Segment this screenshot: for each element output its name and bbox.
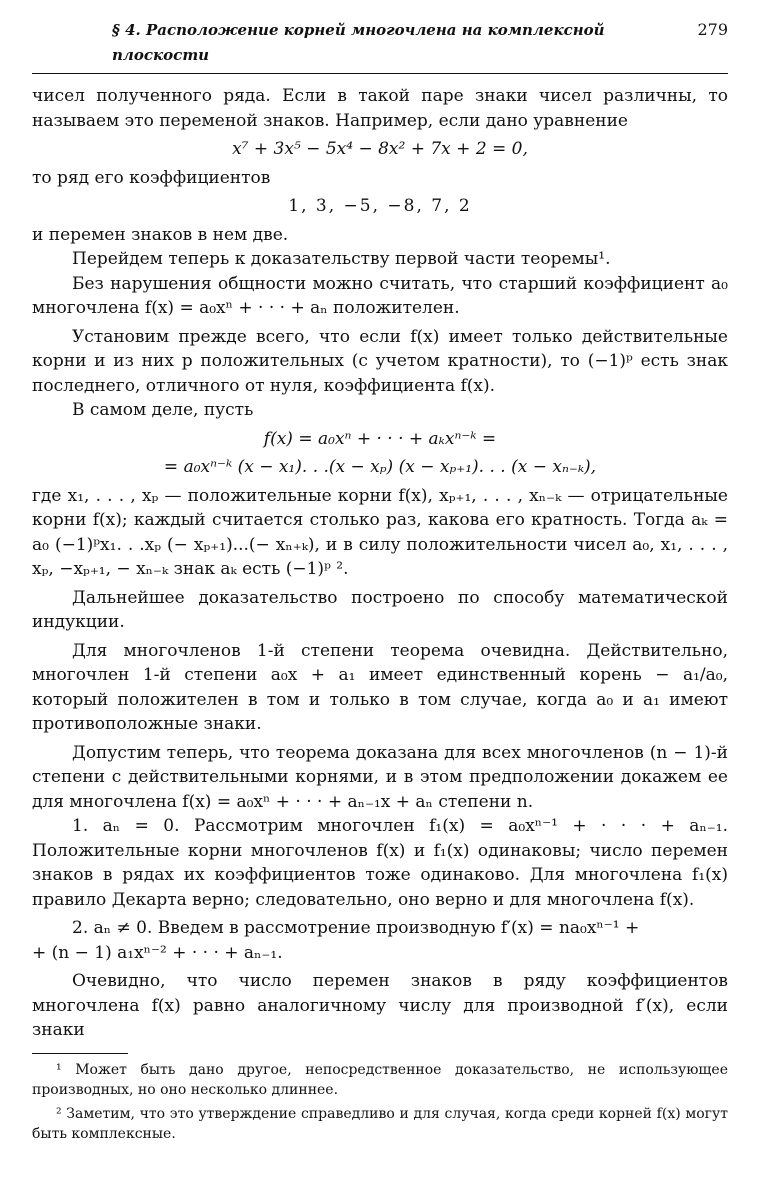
paragraph: где x₁, . . . , xₚ — положительные корни f(x), xₚ₊₁, . . . , xₙ₋ₖ — отрицательные корни f(x); каждый считается столько раз, какова его кратность. Тогда aₖ = a₀ (−1)ᵖx₁. . .xₚ (− xₚ₊₁)...(− xₙ₊ₖ), и в силу положительности чисел a₀, x₁, . . . , xₚ, −xₚ₊₁, − xₙ₋ₖ знак aₖ есть (−1)ᵖ ². xyxy=(32,485,728,579)
paragraph: Допустим теперь, что теорема доказана для всех многочленов (n − 1)-й степени с действительными корнями, и в этом предположении докажем ее для многочлена f(x) = a₀xⁿ + · · · + aₙ₋₁x + aₙ степени n. xyxy=(32,742,728,812)
equation: = a₀xⁿ⁻ᵏ (x − x₁). . .(x − xₚ) (x − xₚ₊₁). . . (x − xₙ₋ₖ), xyxy=(163,457,597,477)
coefficient-series: 1, 3, −5, −8, 7, 2 xyxy=(288,196,472,216)
paragraph: 1. aₙ = 0. Рассмотрим многочлен f₁(x) = a₀xⁿ⁻¹ + · · · + aₙ₋₁. Положительные корни многочленов f(x) и f₁(x) одинаковы; число перемен знаков в рядах их коэффициентов тоже одинаково. Для многочлена f₁(x) правило Декарта верно; следовательно, оно верно и для многочлена f(x). xyxy=(32,816,728,910)
paragraph: Установим прежде всего, что если f(x) имеет только действительные корни и из них p положительных (с учетом кратности), то (−1)ᵖ есть знак последнего, отличного от нуля, коэффициента f(x). xyxy=(32,326,728,396)
footnote-rule xyxy=(32,1053,128,1054)
paragraph: то ряд его коэффициентов xyxy=(32,167,271,188)
page-body xyxy=(32,84,728,1144)
section-title: § 4. Расположение корней многочлена на комплексной плоскости xyxy=(112,21,605,64)
paragraph: В самом деле, пусть xyxy=(72,400,254,420)
paragraph: Очевидно, что число перемен знаков в ряду коэффициентов многочлена f(x) равно аналогичному числу для производной f′(x), если знаки xyxy=(32,971,728,1040)
footnote: ¹ Может быть дано другое, непосредственное доказательство, не использующее производных, но оно несколько длиннее. xyxy=(32,1061,728,1098)
paragraph: Без нарушения общности можно считать, что старший коэффициент a₀ многочлена f(x) = a₀xⁿ + · · · + aₙ положителен. xyxy=(32,273,728,318)
paragraph: Перейдем теперь к доказательству первой части теоремы¹. xyxy=(72,249,611,269)
equation: x⁷ + 3x⁵ − 5x⁴ − 8x² + 7x + 2 = 0, xyxy=(232,139,528,159)
footnote: ² Заметим, что это утверждение справедливо и для случая, когда среди корней f(x) могут быть комплексные. xyxy=(32,1105,728,1142)
page-number: 279 xyxy=(697,20,728,39)
book-page xyxy=(32,18,728,1144)
paragraph: чисел полученного ряда. Если в такой паре знаки чисел различны, то называем это переменой знаков. Например, если дано уравнение xyxy=(32,86,728,131)
paragraph: и перемен знаков в нем две. xyxy=(32,224,289,245)
paragraph: 2. aₙ ≠ 0. Введем в рассмотрение производную f′(x) = na₀xⁿ⁻¹ + xyxy=(72,918,640,938)
paragraph: Дальнейшее доказательство построено по способу математической индукции. xyxy=(32,587,728,632)
paragraph: Для многочленов 1-й степени теорема очевидна. Действительно, многочлен 1-й степени a₀x + a₁ имеет единственный корень − a₁/a₀, который положителен в том и только в том случае, когда a₀ и a₁ имеют противоположные знаки. xyxy=(32,640,728,734)
paragraph: + (n − 1) a₁xⁿ⁻² + · · · + aₙ₋₁. xyxy=(32,942,283,963)
running-header xyxy=(32,18,728,74)
equation: f(x) = a₀xⁿ + · · · + aₖxⁿ⁻ᵏ = xyxy=(263,428,497,449)
